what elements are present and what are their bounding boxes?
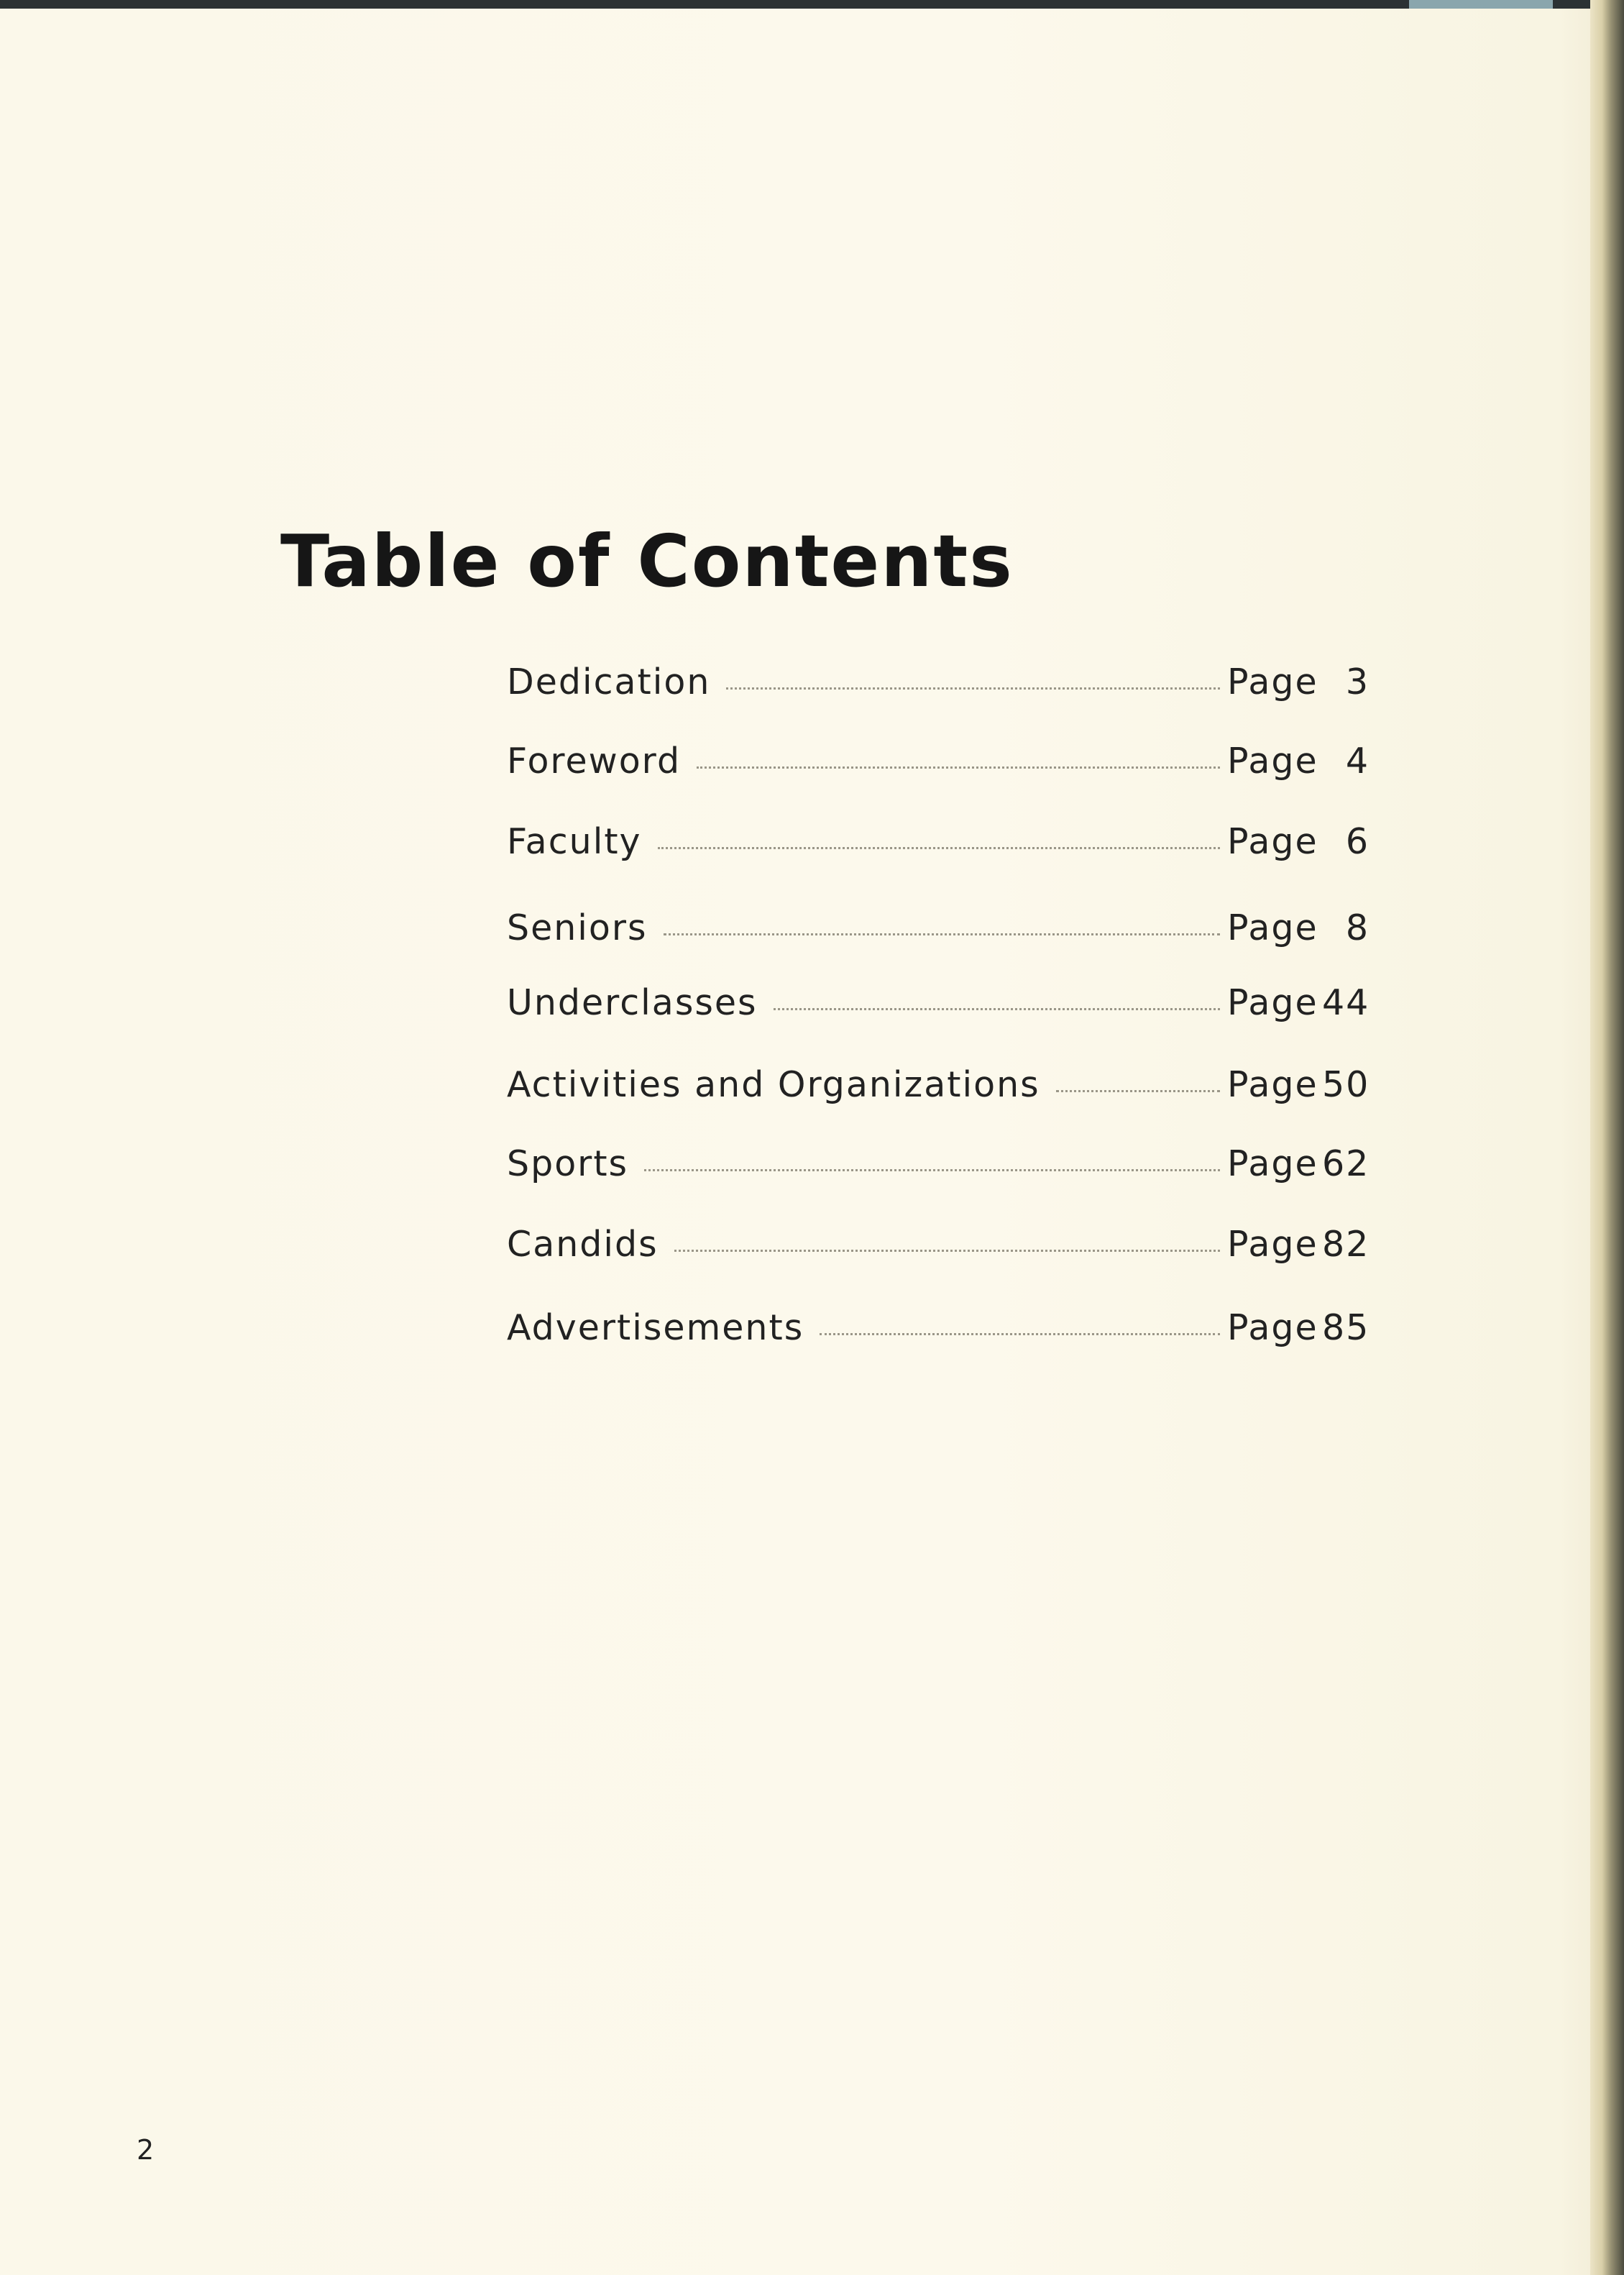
page-number-folio: 2 (137, 2134, 155, 2166)
toc-page-word: Page (1227, 1064, 1318, 1105)
toc-page-word: Page (1227, 1224, 1318, 1265)
page-spine-edge (1590, 0, 1624, 2275)
toc-entry-seniors[interactable] (507, 907, 1370, 958)
toc-entry-sports[interactable] (507, 1143, 1370, 1194)
toc-page-number: 6 (1345, 821, 1370, 862)
toc-entry-dedication[interactable] (507, 662, 1370, 712)
toc-entry-label: Foreword (507, 741, 682, 782)
toc-entry-candids[interactable] (507, 1224, 1370, 1274)
toc-page-number: 82 (1322, 1224, 1370, 1265)
toc-page-number: 62 (1322, 1143, 1370, 1184)
toc-page-word: Page (1227, 821, 1318, 862)
toc-page-word: Page (1227, 662, 1318, 702)
toc-page-number: 44 (1322, 982, 1370, 1023)
toc-page-word: Page (1227, 741, 1318, 782)
toc-page-word: Page (1227, 907, 1318, 948)
toc-entry-label: Advertisements (507, 1307, 804, 1348)
toc-dot-leader (820, 1333, 1220, 1335)
toc-dot-leader (674, 1250, 1220, 1252)
toc-entry-faculty[interactable] (507, 821, 1370, 871)
toc-dot-leader (664, 933, 1220, 935)
toc-entry-label: Sports (507, 1143, 629, 1184)
toc-page-number: 3 (1345, 662, 1370, 702)
toc-page-number: 50 (1322, 1064, 1370, 1105)
toc-entry-underclasses[interactable] (507, 982, 1370, 1033)
top-edge-rule (0, 0, 1624, 9)
toc-page-word: Page (1227, 982, 1318, 1023)
toc-entry-activities-and-organizations[interactable] (507, 1064, 1370, 1114)
toc-entry-foreword[interactable] (507, 741, 1370, 791)
toc-entry-label: Activities and Organizations (507, 1064, 1040, 1105)
toc-entry-label: Seniors (507, 907, 648, 948)
toc-entry-label: Faculty (507, 821, 642, 862)
page-title: Table of Contents (280, 519, 1014, 603)
toc-entry-advertisements[interactable] (507, 1307, 1370, 1358)
toc-page-number: 4 (1345, 741, 1370, 782)
toc-entry-label: Underclasses (507, 982, 758, 1023)
toc-page-number: 8 (1345, 907, 1370, 948)
toc-entry-label: Candids (507, 1224, 659, 1265)
toc-dot-leader (1056, 1090, 1220, 1092)
toc-dot-leader (697, 766, 1220, 769)
toc-page-word: Page (1227, 1307, 1318, 1348)
toc-dot-leader (726, 687, 1220, 690)
toc-dot-leader (644, 1169, 1220, 1171)
toc-page-number: 85 (1322, 1307, 1370, 1348)
toc-entry-label: Dedication (507, 662, 711, 702)
top-edge-accent (1409, 0, 1553, 9)
toc-dot-leader (658, 847, 1220, 849)
toc-dot-leader (774, 1008, 1220, 1010)
toc-page-word: Page (1227, 1143, 1318, 1184)
